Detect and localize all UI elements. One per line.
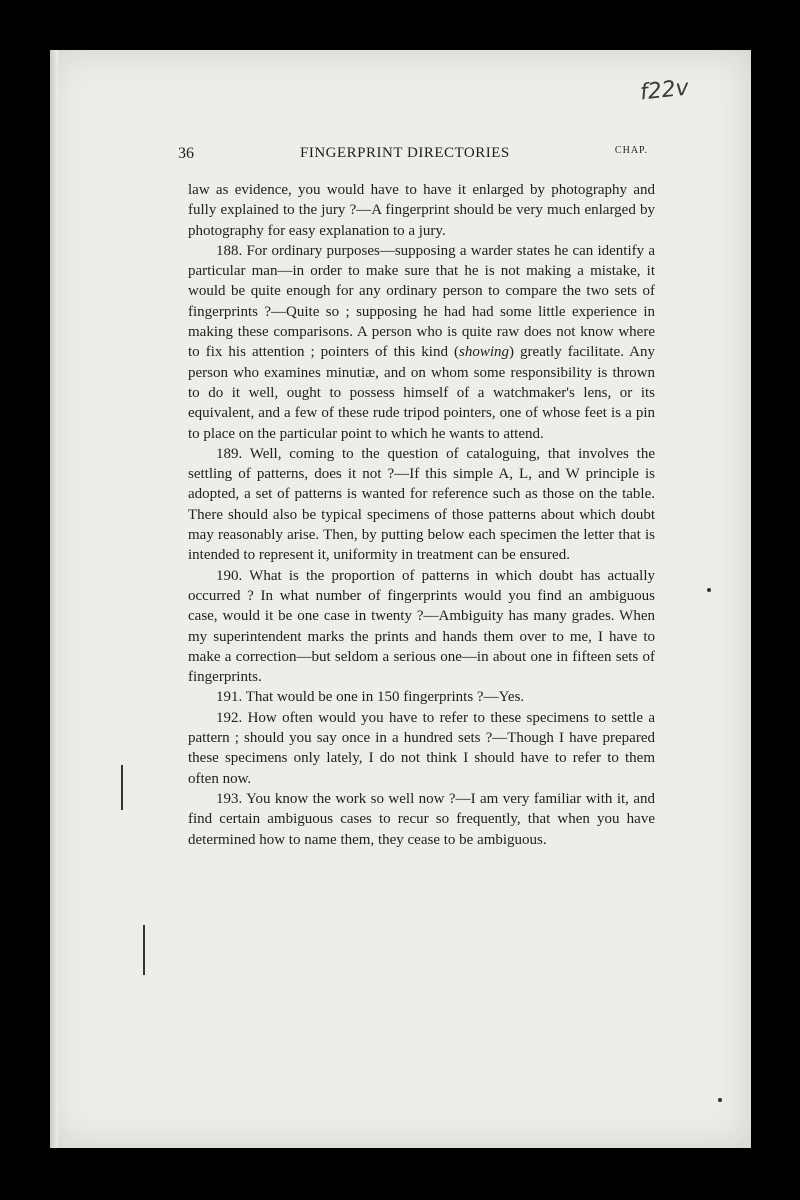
running-title: FINGERPRINT DIRECTORIES xyxy=(300,145,510,161)
paragraph-193: 193. You know the work so well now ?—I am very familiar with it, and find certain ambiguous cases to recur so frequently, that when you have determined how to name them, they cease to be ambiguous. xyxy=(188,790,655,848)
body-text xyxy=(188,180,655,850)
paragraph-192: 192. How often would you have to refer to these specimens to settle a pattern ; should you say once in a hundred sets ?—Though I have prepared these specimens only lately, I do not think I should have to refer to them often now. xyxy=(188,709,655,787)
margin-pencil-mark xyxy=(121,765,123,810)
paragraph-190: 190. What is the proportion of patterns in which doubt has actually occurred ? In what number of fingerprints would you find an ambiguous case, would it be one case in twenty ?—Ambiguity has many grades. When my superintendent marks the prints and hands them over to me, I have to make a correction—but seldom a serious one—in about one in fifteen sets of fingerprints. xyxy=(188,567,655,686)
margin-pencil-mark xyxy=(143,925,145,975)
paragraph-188: 188. For ordinary purposes—supposing a warder states he can identify a particular man—in order to make sure that he is not making a mistake, it would be quite enough for any ordinary person to compare the two sets of fingerprints ?—Quite so ; supposing he had had some little experience in making these comparisons. A person who is quite raw does not know where to fix his attention ; pointers of this kind (showing) greatly facilitate. Any person who examines minutiæ, and on whom some responsibility is thrown to do it well, ought to possess himself of a watchmaker's lens, or its equivalent, and a few of these rude tripod pointers, one of whose feet is a pin to place on the particular point to which he wants to attend. xyxy=(188,242,655,442)
paragraph-continuation: law as evidence, you would have to have it enlarged by photography and fully explained to the jury ?—A fingerprint should be very much enlarged by photography for easy explanation to a jury. xyxy=(188,182,655,239)
paragraph-191: 191. That would be one in 150 fingerprints ?—Yes. xyxy=(216,689,525,706)
handwritten-folio-annotation: f22v xyxy=(638,75,690,106)
chapter-label: CHAP. xyxy=(614,145,648,156)
page-speck xyxy=(707,588,711,592)
page-speck xyxy=(718,1098,722,1102)
running-header xyxy=(178,145,648,167)
paragraph-189: 189. Well, coming to the question of cataloguing, that involves the settling of patterns, does it not ?—If this simple A, L, and W principle is adopted, a set of patterns is wanted for reference such as those on the table. There should also be typical specimens of those patterns about which doubt may reasonably arise. Then, by putting below each specimen the letter that is intended to represent it, uniformity in treatment can be ensured. xyxy=(188,445,655,564)
page-number: 36 xyxy=(178,145,194,162)
